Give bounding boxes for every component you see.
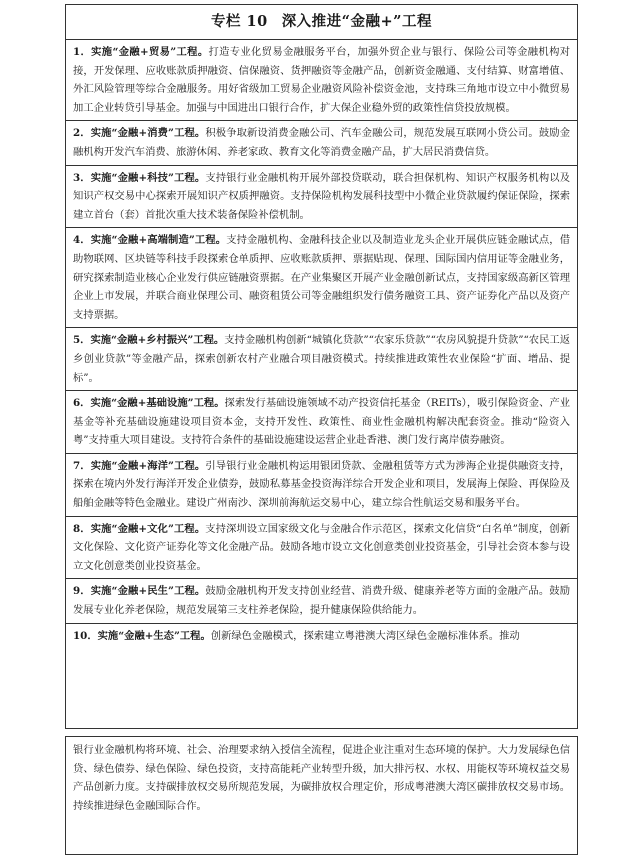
item-body: 引导银行业金融机构运用银团贷款、金融租赁等方式为涉海企业提供融资支持，探索在境内外发行海洋开发企业债券，鼓励私募基金投资海洋综合开发企业和项目，发展海上保险、再保险及船舶金融等特色金融业。建设广州南沙、深圳前海航运交易中心，建立综合性航运交易和服务平台。 — [73, 459, 570, 510]
item-heading: 8．实施“金融+文化”工程。 — [73, 522, 206, 535]
item-heading: 4．实施“金融+高端制造”工程。 — [73, 234, 227, 247]
column-box — [65, 4, 578, 729]
item-body: 支持银行业金融机构开展外部投贷联动，联合担保机构、知识产权服务机构以及知识产权交易中心探索开展知识产权质押融资。支持保险机构发展科技型中小微企业贷款履约保证保险，探索建立首台（套）首批次重大技术装备保险补偿机制。 — [73, 171, 570, 221]
column-box-continued — [65, 736, 578, 855]
list-item — [66, 40, 577, 121]
list-item — [66, 454, 577, 517]
item-body: 支持金融机构创新“城镇化贷款”“农家乐贷款”“农房风貌提升贷款”“农民工返乡创业贷款”等金融产品，探索创新农村产业融合项目融资模式。持续推进政策性农业保险“扩面、增品、提标”。 — [73, 334, 570, 384]
item-heading: 1．实施“金融+贸易”工程。 — [73, 46, 209, 58]
item-body: 探索发行基础设施领域不动产投资信托基金（REITs），吸引保险资金、产业基金等补充基础设施建设项目资本金，支持开发性、政策性、商业性金融机构解决配套资金。推动“险资入粤”支持重大项目建设。支持符合条件的基础设施建设运营企业赴香港、澳门发行离岸债券融资。 — [73, 397, 570, 447]
list-item — [66, 517, 577, 580]
item-body: 积极争取新设消费金融公司、汽车金融公司，规范发展互联网小贷公司。鼓励金融机构开发汽车消费、旅游休闲、养老家政、教育文化等消费金融产品，扩大居民消费信贷。 — [73, 127, 570, 158]
list-item — [66, 121, 577, 165]
item-body: 支持深圳设立国家级文化与金融合作示范区，探索文化信贷“白名单”制度，创新文化保险、文化资产证券化等文化金融产品。鼓励各地市设立文化创意类创业投资基金，引导社会资本参与设立文化创意类创业投资基金。 — [73, 522, 571, 572]
list-item — [66, 579, 577, 623]
continuation-text: 银行业金融机构将环境、社会、治理要求纳入授信全流程，促进企业注重对生态环境的保护。大力发展绿色信贷、绿色债券、绿色保险、绿色投资，支持高能耗产业转型升级，加大排污权、水权、用能权等环境权益交易产品创新力度。支持碳排放权交易所规范发展，为碳排放权合理定价，形成粤港澳大湾区碳排放权交易市场。持续推进绿色金融国际合作。 — [73, 744, 570, 812]
item-heading: 7．实施“金融+海洋”工程。 — [73, 459, 206, 472]
list-item — [66, 624, 577, 649]
list-item — [66, 228, 577, 328]
item-heading: 5．实施“金融+乡村振兴”工程。 — [73, 334, 225, 347]
list-item — [66, 328, 577, 391]
item-heading: 3．实施“金融+科技”工程。 — [73, 171, 206, 184]
list-item — [66, 166, 577, 229]
item-heading: 2．实施“金融+消费”工程。 — [73, 127, 206, 140]
item-body: 打造专业化贸易金融服务平台，加强外贸企业与银行、保险公司等金融机构对接，开发保理、应收账款质押融资、信保融资、货押融资等金融产品，创新资金融通、支付结算、财富增值、外汇风险管理等综合金融服务。用好省级加工贸易企业融资风险补偿资金池，支持珠三角地市设立中小微贸易加工企业转贷引导基金。加强与中国进出口银行合作，扩大保企业稳外贸的政策性信贷投放规模。 — [73, 46, 571, 114]
item-body: 支持金融机构、金融科技企业以及制造业龙头企业开展供应链金融试点，借助物联网、区块链等科技手段探索仓单质押、应收账款质押、票据贴现、保理、国际国内信用证等金融业务，研究探索制造业核心企业发行供应链融资票据。在产业集聚区开展产业金融创新试点，支持国家级高新区管理企业上市发展，并联合商业保理公司、融资租赁公司等金融组织发行债务融资工具、资产证券化产品以及资产支持票据。 — [73, 234, 570, 321]
box-title-number: 专栏 10 — [210, 13, 268, 30]
item-heading: 10．实施“金融+生态”工程。 — [73, 629, 211, 642]
item-heading: 6．实施“金融+基础设施”工程。 — [73, 397, 225, 410]
list-item — [66, 391, 577, 454]
item-body: 创新绿色金融模式，探索建立粤港澳大湾区绿色金融标准体系。推动 — [210, 629, 520, 642]
box-title-text: 深入推进“金融+”工程 — [281, 13, 433, 30]
item-body: 鼓励金融机构开发支持创业经营、消费升级、健康养老等方面的金融产品。鼓励发展专业化养老保险，规范发展第三支柱养老保险，提升健康保险供给能力。 — [73, 585, 570, 617]
box-title — [66, 5, 577, 40]
item-heading: 9．实施“金融+民生”工程。 — [73, 585, 206, 598]
